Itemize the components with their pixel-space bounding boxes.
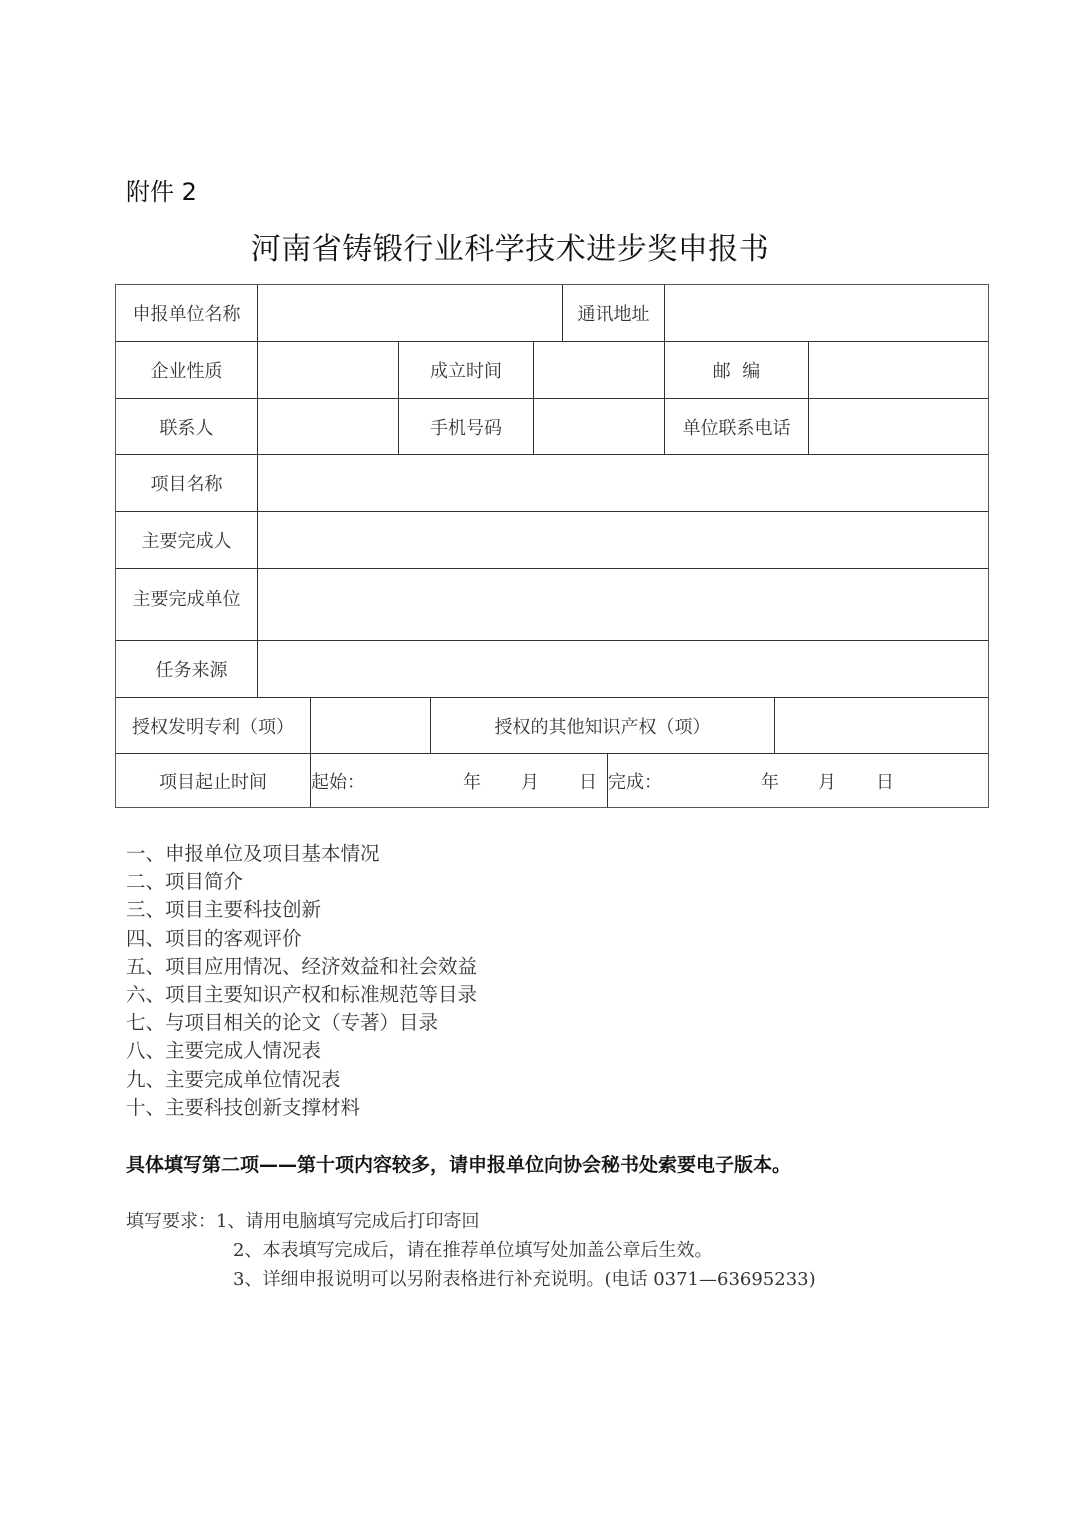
end-date-field[interactable] — [607, 754, 990, 807]
form-row-contact — [116, 398, 988, 454]
form-row-org — [116, 285, 988, 341]
established-label: 成立时间 — [398, 342, 533, 398]
form-row-enterprise — [116, 341, 988, 398]
mobile-field[interactable] — [533, 399, 664, 454]
enterprise-type-label: 企业性质 — [150, 361, 223, 382]
form-row-project-name — [116, 454, 988, 511]
form-row-period — [116, 753, 988, 807]
requirement-item: 3、详细申报说明可以另附表格进行补充说明。(电话 0371—63695233) — [233, 1269, 816, 1290]
established-field[interactable] — [533, 342, 664, 398]
task-source-label: 任务来源 — [155, 660, 228, 681]
other-ip-label: 授权的其他知识产权（项） — [430, 698, 774, 753]
requirements-prefix: 填写要求： — [126, 1211, 216, 1232]
application-form-table — [115, 284, 989, 808]
attachment-label: 附件 2 — [126, 178, 197, 206]
requirement-item: 2、本表填写完成后，请在推荐单位填写处加盖公章后生效。 — [233, 1240, 713, 1261]
document-title-text: 河南省铸锻行业科学技术进步奖申报书 — [250, 232, 770, 267]
section-item: 八、主要完成人情况表 — [126, 1039, 322, 1063]
org-name-field[interactable] — [257, 285, 562, 341]
start-label: 起始： — [311, 771, 365, 793]
project-name-label: 项目名称 — [150, 474, 223, 495]
filling-requirements — [126, 1207, 816, 1294]
org-name-label: 申报单位名称 — [132, 304, 241, 325]
start-year-label: 年 — [463, 771, 481, 793]
section-item: 七、与项目相关的论文（专著）目录 — [126, 1011, 439, 1035]
start-month-label: 月 — [521, 771, 539, 793]
address-field[interactable] — [664, 285, 990, 341]
task-source-field[interactable] — [257, 641, 990, 697]
section-item: 二、项目简介 — [126, 870, 244, 894]
section-item: 十、主要科技创新支撑材料 — [126, 1095, 361, 1119]
main-contributors-field[interactable] — [257, 512, 990, 568]
contact-label: 联系人 — [159, 417, 214, 439]
end-label: 完成： — [608, 771, 662, 793]
main-units-label: 主要完成单位 — [132, 589, 241, 610]
section-item: 一、申报单位及项目基本情况 — [126, 842, 380, 865]
mobile-label: 手机号码 — [398, 399, 533, 454]
patents-label: 授权发明专利（项） — [132, 716, 294, 738]
patents-field[interactable] — [310, 698, 430, 753]
address-label: 通讯地址 — [562, 285, 664, 341]
postcode-field[interactable] — [808, 342, 990, 398]
section-item: 九、主要完成单位情况表 — [126, 1067, 341, 1091]
requirement-item: 1、请用电脑填写完成后打印寄回 — [216, 1211, 480, 1232]
form-row-task-source — [116, 640, 988, 697]
org-phone-field[interactable] — [808, 399, 990, 454]
end-day-label: 日 — [876, 771, 894, 793]
section-item: 六、项目主要知识产权和标准规范等目录 — [126, 983, 478, 1007]
end-month-label: 月 — [818, 771, 836, 793]
form-row-contributors — [116, 511, 988, 568]
start-day-label: 日 — [579, 771, 597, 793]
other-ip-field[interactable] — [774, 698, 990, 753]
postcode-label: 邮 编 — [664, 342, 808, 398]
end-year-label: 年 — [761, 771, 779, 793]
document-title — [0, 224, 1080, 268]
contact-field[interactable] — [257, 399, 398, 454]
section-item: 五、项目应用情况、经济效益和社会效益 — [126, 954, 478, 978]
enterprise-type-field[interactable] — [257, 342, 398, 398]
form-row-ip — [116, 697, 988, 753]
section-list — [126, 840, 477, 1122]
electronic-version-note: 具体填写第二项——第十项内容较多，请申报单位向协会秘书处索要电子版本。 — [126, 1154, 792, 1176]
section-item: 三、项目主要科技创新 — [126, 898, 322, 922]
form-row-units — [116, 568, 988, 640]
main-contributors-label: 主要完成人 — [141, 531, 232, 552]
requirement-line — [126, 1207, 816, 1236]
period-label: 项目起止时间 — [159, 771, 267, 793]
start-date-field[interactable] — [310, 754, 607, 807]
section-item: 四、项目的客观评价 — [126, 926, 302, 950]
project-name-field[interactable] — [257, 455, 990, 511]
main-units-field[interactable] — [257, 569, 990, 640]
org-phone-label: 单位联系电话 — [664, 399, 808, 454]
